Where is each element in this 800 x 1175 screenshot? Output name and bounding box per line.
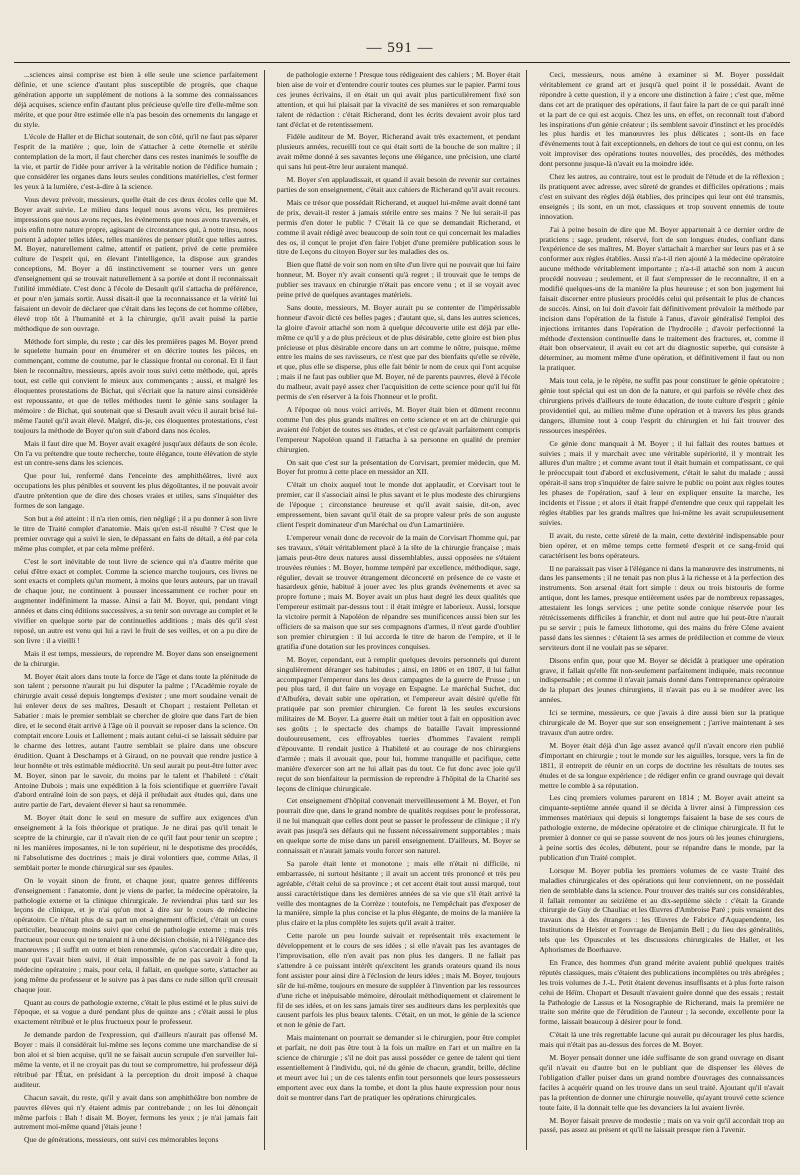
- paragraph: M. Boyer, cependant, eut à remplir quelques devoirs personnels qui durent singulièrement déranger ses habitudes ; ainsi, en 1806 et en 1807, il lui fallut accompagner l'empereur dans les deux campagnes de la guerre de Prusse ; un peu plus tard, il dut faire un voyage en Espagne. Le maréchal Suchet, duc d'Albuféra, devait subir une opération, et l'empereur avait désiré qu'elle fût pratiquée par son premier chirurgien. Ce furent là les seules excursions militaires de M. Boyer. La guerre était un métier tout à fait en opposition avec ses goûts ; le spectacle des champs de bataille l'avait impressionné douloureusement, ces effroyables tueries d'hommes l'avaient rempli d'épouvante. Il rendait justice à l'habileté et au courage de nos chirurgiens d'armée ; mais il avouait que, pour lui, homme tranquille et pacifique, cette manière d'exercer son art ne lui allait pas du tout. Ce fut donc avec joie qu'il reçut de son bienfaiteur la permission de reprendre à l'hôpital de la Charité ses leçons de clinique chirurgicale.: [276, 654, 521, 793]
- paragraph: Mais il est temps, messieurs, de reprendre M. Boyer dans son enseignement de la chirurgie.: [14, 648, 258, 668]
- paragraph: Que de générations, messieurs, ont suivi ces mémorables leçons: [24, 1135, 219, 1145]
- page-number: — 591 —: [366, 40, 434, 56]
- paragraph: Que pour lui, renfermé dans l'enceinte des amphithéâtres, livré aux occupations les plus pénibles et souvent les plus dégoûtantes, il ne pouvait avoir d'autre prétention que de dire des choses vraies et utiles, sans s'inquiéter des formes de son langage.: [14, 471, 258, 511]
- paragraph: Cet enseignement d'hôpital convenait merveilleusement à M. Boyer, et l'on pourrait dire que, dans le grand nombre de qualités requises pour le professorat, il ne lui manquait que celles dont peut se passer le professeur de clinique ; il n'y avait pas jusqu'à ses défauts qui ne fussent nécessairement supportables ; mais en quelque sorte de mise dans un pareil enseignement. D'ailleurs, M. Boyer se connaissait et n'aurait jamais voulu forcer son naturel.: [276, 796, 521, 855]
- paragraph: Mais maintenant on pourrait se demander si le chirurgien, pour être complet et parfait, ne doit pas être tout à la fois un maître en l'art et un maître en la science de chirurgie ; s'il ne doit pas aussi posséder ce genre de talent qui tient essentiellement à l'individu, qui, né du génie de chacun, grandit, brille, décline et meurt avec lui ; un de ces talents enfin tout personnels que leurs possesseurs emportent avec eux dans la tombe, et dont la plus haute expression pour nous doit se montrer dans l'art de pratiquer les opérations chirurgicales.: [276, 1033, 521, 1102]
- paragraph: Vous devez prévoir, messieurs, quelle était de ces deux écoles celle que M. Boyer avait suivie. Le milieu dans lequel nous avons vécu, les premières impressions que nous avons reçues, les événements que nous avons traversés, et puis enfin notre nature propre, agissant de circonstances qui, à notre insu, nous portent à adopter telles idées, telles manières de penser plutôt que telles autres. M. Boyer, naturellement calme, attentif et patient, privé de cette première culture de l'esprit qui, en élevant l'intelligence, la dispose aux grandes conceptions, M. Boyer a dû instinctivement se tourner vers un genre d'enseignement qui se trouvait naturellement à sa portée et dont il reconnaissait l'utilité immédiate. C'est donc à l'école de Desault qu'il s'attacha de préférence, et pour n'en jamais sortir. Aussi disait-il que la reconnaissance et la vérité lui faisaient un devoir de déclarer que c'était dans les leçons de cet homme célèbre, élevé trop tôt à l'humanité et à la chirurgie, qu'il avait puisé la partie méthodique de son ouvrage.: [14, 194, 258, 333]
- paragraph: M. Boyer était déjà d'un âge assez avancé qu'il n'avait encore rien publié d'important en chirurgie ; tout le monde sur les aiguilles, lorsque, vers la fin de 1811, il entreprit de réunir en un corps de doctrine les résultats de toutes ses études et de sa longue expérience ; de rédiger enfin ce grand ouvrage qui devait mettre le comble à sa réputation.: [539, 740, 784, 790]
- paragraph: Il ne paraissait pas viser à l'élégance ni dans la manœuvre des instruments, ni dans les pansements ; il ne tenait pas non plus à la richesse et à la perfection des instruments. Son arsenal était fort simple : deux ou trois bistouris de forme antique, dont les lames, presque entièrement usées par de nombreux repassages, attestaient les longs services ; une petite sonde conique réservée pour les rétrécissements difficiles à franchir, et dont nul autre que lui peut-être n'aurait pu se servir ; puis le fameux lithotome, qui des mains du frère Côme avaient passé dans les siennes : c'étaient là ses armes de prédilection et comme de vieux serviteurs dont il ne voulait pas se séparer.: [539, 563, 784, 652]
- paragraph: C'était un choix auquel tout le monde dut applaudir, et Corvisart tout le premier, car il s'associait ainsi le plus savant et le plus modeste des chirurgiens de l'époque ; circonstance heureuse et qu'il avait saisie, dit-on, avec empressement, bien savant qu'il était de sa propre valeur près de son auguste client l'esprit dominateur d'un Maréchal ou d'un Lamartinière.: [276, 480, 521, 529]
- paragraph: Cette parole un peu lourde suivait et représentait très exactement le développement et le cours de ses idées ; si elle n'avait pas les avantages de l'improvisation, elle n'en avait pas non plus les dangers. Il ne fallait pas s'attendre à ce puissant intérêt qu'excitent les grands orateurs quand ils nous font assister pour ainsi dire à l'éclosion de leurs idées ; mais M. Boyer, toujours sûr de lui-même, toujours en mesure de suppléer à l'invention par les ressources d'une riche et inépuisable mémoire, déroulait méthodiquement et clairement le fil de ses idées, et on les sans jamais tirer ses auditeurs dans les perplexités que causent parfois les plus beaux talents. C'était, en un mot, le génie de la science et non le génie de l'art.: [276, 931, 521, 1030]
- paragraph: Disons enfin que, pour que M. Boyer se décidât à pratiquer une opération grave, il fallait qu'elle fût non-seulement parfaitement indiquée, mais reconnue indispensable ; et comme il n'avait jamais donné dans l'entreprenance opératoire de la plupart des jeunes chirurgiens, il n'avait pas eu à se modérer avec les années.: [539, 655, 784, 705]
- paragraph: Son but a été atteint : il n'a rien omis, rien négligé ; il a pu donner à son livre le titre de Traité complet d'anatomie. Mais qu'en est-il résulté ? C'est que le premier ouvrage qui a suivi le sien, le dépassant en faits de détail, a été par cela même plus complet, et par cela même préféré.: [14, 513, 258, 553]
- paragraph: Mais il faut dire que M. Boyer avait exagéré jusqu'aux défauts de son école. On l'a vu prétendre que toute recherche, toute élégance, toute élévation de style est un contre-sens dans les sciences.: [14, 438, 258, 468]
- paragraph: M. Boyer était alors dans toute la force de l'âge et dans toute la plénitude de son talent ; personne n'aurait pu lui disputer la palme ; l'Académie royale de chirurgie avait cessé depuis longtemps d'exister ; une mort soudaine venait de lui enlever deux de ses maîtres, Desault et Chopart ; restaient Pelletan et Sabatier : mais le premier semblait se chercher de gloire que dans l'art de bien dire, et le second était arrivé à l'âge où il pouvait se reposer dans la science. On comptait encore Louis et Lallement ; mais autant celui-ci se laissait séduire par le charme des lettres, autant l'autre semblait se plaire dans une obscure érudition. Quant à Deschamps et à Giraud, on ne pouvait que rendre justice à leur honnête et très estimable médiocrité. Un seul aurait pu peut-être lutter avec M. Boyer, sinon par le savoir, du moins par le talent et l'habileté : c'était Antoine Dubois ; mais une expédition à la fois scientifique et guerrière l'avait d'abord entraîné loin de son pays, et déjà il préludait aux études qui, dans une autre partie de l'art, devaient élever si haut sa renommée.: [14, 671, 258, 810]
- paragraph: Bien que flatté de voir son nom en tête d'un livre qui ne pouvait que lui faire honneur, M. Boyer n'y avait consenti qu'à regret ; il trouvait que le temps de publier ses travaux en chirurgie n'était pas encore venu ; et il se voyait avec peine privé de quelques avantages matériels.: [276, 260, 521, 300]
- paragraph: Mais tout cela, je le répète, ne suffit pas pour constituer le génie opératoire ; génie tout spécial qui est un don de la nature, et qui parfois se révèle chez des chirurgiens privés d'ailleurs de toute éducation, de toute culture d'esprit ; génie providentiel qui, au milieu même d'une opération et à travers les plus grands dangers, illumine tout à coup l'esprit du chirurgien et lui fait trouver des ressources inespérées.: [539, 376, 784, 435]
- paragraph: En France, des hommes d'un grand mérite avaient publié quelques traités réputés classiques, mais c'étaient des publications incomplètes ou très abrégées ; les trois volumes de J.-L. Petit étaient devenus insuffisants et à plus forte raison celui de Héïm. Chopart et Desault n'avaient guère donné que des essais ; restait la Pathologie de Lassus et la Nosographie de Richerand, mais la première ne traite son mérite que de l'érudition de l'auteur ; la seconde, excellente pour la forme, laissait beaucoup à désirer pour le fond.: [539, 957, 784, 1027]
- paragraph: C'est le sort inévitable de tout livre de science qui n'a d'autre mérite que celui d'être exact et complet. Comme la science marche toujours, ces livres ne sont exacts et complets qu'un moment, à moins que leurs auteurs, par un travail de chaque jour, ne continuent à pousser incessamment ce rocher pour en augmenter indéfiniment la masse. Ainsi a fait M. Boyer, qui, pendant vingt années et dans cinq éditions successives, a su tenir son ouvrage au complet et le vivifier en quelque sorte par de continuelles additions ; mais dès qu'il s'est reposé, un autre est venu qui lui a ravi le fruit de ses veilles, et on a pu dire de son livre : il a vieilli !: [14, 556, 258, 645]
- paragraph: M. Boyer faisait preuve de modestie ; mais on va voir qu'il accordait trop au passé, pas assez au présent et qu'il ne laissait presque rien à l'avenir.: [539, 1115, 784, 1135]
- paragraph: Ceci, messieurs, nous amène à examiner si M. Boyer possédait véritablement ce grand art et jusqu'à quel point il le possédait. Avant de répondre à cette question, il y a encore une distinction à faire ; c'est que, même dans cet art de pratiquer des opérations, il faut faire la part de ce qui paraît inné et la part de ce qui est acquis. Chez les uns, en effet, on reconnaît tout d'abord les inspirations d'un génie créateur ; ils semblent savoir d'instinct et les procédés les plus hardis et les manœuvres les plus délicates ; sont-ils en face d'événements tout à fait exceptionnels, en dehors de tout ce qui est connu, on les voit improviser des opérations toutes nouvelles, des procédés, des méthodes dont personne jusque-là n'avait eu la moindre idée.: [539, 70, 784, 169]
- paragraph: Ce génie donc manquait à M. Boyer ; il lui fallait des routes battues et suivies ; mais il y marchait avec une véritable supériorité, il y montrait les allures d'un maître ; et comme avant tout il était humain et compatissant, ce qui le préoccupait tout d'abord et exclusivement, c'était le salut du malade ; aussi opérait-il sans trop s'inquiéter de faire suivre le public ou point aux règles toutes les phases de l'opération, sauf à leur en expliquer ensuite la marche, les incidents et l'issue ; et alors il était frappé d'entendre que ceux qui rappelait les règles établies par les grands maîtres que lui-même les avait scrupuleusement suivies.: [539, 438, 784, 527]
- column-middle: [277, 70, 528, 1150]
- paragraph: C'était là une très regrettable lacune qui aurait pu décourager les plus hardis, mais qui n'était pas au-dessus des forces de M. Boyer.: [539, 1030, 784, 1050]
- paragraph: On sait que c'est sur la présentation de Corvisart, premier médecin, que M. Boyer fut promu à cette place en messidor an XII.: [276, 457, 521, 477]
- paragraph: Mais ce trésor que possédait Richerand, et auquel lui-même avait donné tant de prix, devait-il rester à jamais stérile entre ses mains ? Ne lui serait-il pas permis d'en doter le public ? C'était là ce que se demandait Richerand, et comme il avait rédigé avec beaucoup de soin tout ce qui concernait les maladies des os, il conçut le projet d'en faire l'objet d'une première publication sous le titre de Leçons du citoyen Boyer sur les maladies des os.: [276, 197, 521, 257]
- paragraph: Méthode fort simple, du reste ; car dès les premières pages M. Boyer prend le squelette humain pour en énumérer et en décrire toutes les pièces, en commençant, comme de coutume, par le classique frontal ou coronal. Et il faut bien le reconnaître, messieurs, après avoir tous suivi cette méthode, qui, après tout, est celle qui convient le mieux aux commençants ; aussi, et malgré les éloquentes protestations de Bichat, qui s'écriait que la nature ainsi considérée est repoussante, et que de telles méthodes tuent le génie sans soulager la mémoire : de Bichat, qui soutenait que si Desault avait vécu il aurait brisé lui-même l'autel qu'il avait élevé. Malgré, dis-je, ces éloquentes protestations, c'est toujours la méthode de Boyer qu'on suit d'abord dans nos écoles.: [14, 336, 258, 435]
- paragraph: Chez les autres, au contraire, tout est le produit de l'étude et de la réflexion ; ils pratiquent avec adresse, avec sûreté de grandes et difficiles opérations ; mais c'est en suivant des règles déjà établies, des principes qui leur ont été transmis, enseignés ; ils sont, en un mot, classiques et trop souvent ennemis de toute innovation.: [539, 172, 784, 221]
- paragraph: ...sciences ainsi comprise est bien à elle seule une science parfaitement définie, et une science d'autant plus susceptible de progrès, que chaque génération apporte un supplément de notions à la somme des connaissances déjà acquises, science enfin d'autant plus précieuse qu'elle tire d'elle-même son mérite, et que pour être estimée elle n'a pas besoin des ornements du langage et du style.: [14, 70, 258, 129]
- paragraph: L'empereur venait donc de recevoir de la main de Corvisart l'homme qui, par ses travaux, s'était véritablement placé à la tête de la chirurgie française ; mais jamais peut-être deux natures aussi dissemblables, aussi opposées ne s'étaient trouvées réunies : M. Boyer, homme tempéré par excellence, méthodique, sage, régulier, devait se trouver étrangement déconcerté en présence de ce vaste et hasardeux génie, habitué à jouer avec les plus grands événements et avec sa propre fortune ; mais M. Boyer avait un plus haut degré les deux qualités que l'empereur estimait par-dessus tout : il était intègre et laborieux. Aussi, lorsque la victoire permit à Napoléon de répandre ses munificences aussi bien sur les officiers de sa maison que sur ses compagnons d'armes, il n'eut garde d'oublier son premier chirurgien : il lui accorda le titre de baron de l'empire, et il le gratifia d'une dotation sur les provinces conquises.: [276, 532, 521, 651]
- paragraph: On le voyait sinon de front, et chaque jour, quatre genres différents d'enseignement : l'anatomie, dont je viens de parler, la médecine opératoire, la pathologie externe et la clinique chirurgicale. Je reviendrai plus tard sur les leçons de clinique, et je n'ai qu'un mot à dire sur le cours de médecine opératoire. Ce n'était plus de sa part un enseignement officiel, c'était un cours particulier, beaucoup moins suivi que celui de pathologie externe ; mais très fructueux pour ceux qui ne tenaient ni à une décision choisie, ni à l'élégance des manœuvres ; il suffit en outre et bien renommée, qu'on s'accordait à dire que, pour qui l'avait bien suivi, il était impossible de ne pas savoir à fond la médecine opératoire ; mais, pour cela, il fallait, en quelque sorte, s'attacher au jong même du professeur et le suivre pas à pas dans ce rude sillon qu'il creusait chaque jour.: [14, 875, 258, 994]
- paragraph: L'école de Haller et de Bichat soutenait, de son côté, qu'il ne faut pas séparer l'esprit de la matière ; que, loin de s'attacher à cette éternelle et stérile contemplation de la mort, il faut chercher dans ces restes inanimés le souffle de la vie, et partir de l'idée pour arriver à la véritable notion de l'édifice humain ; que considérer les organes dans leurs seules conditions matérielles, c'est fermer les yeux à la lumière, c'est-à-dire à la science.: [14, 132, 258, 191]
- text-columns: [14, 70, 790, 1150]
- paragraph: M. Boyer s'en applaudissait, et quand il avait besoin de revenir sur certaines parties de son enseignement, c'était aux cahiers de Richerand qu'il avait recours.: [276, 175, 521, 194]
- header-rule: [14, 62, 790, 63]
- paragraph: Il avait, du reste, cette sûreté de la main, cette dextérité indispensable pour bien opérer, et en même temps cette fermeté d'esprit et ce sang-froid qui caractérisent les bons opérateurs.: [539, 530, 784, 560]
- paragraph: A l'époque où nous voici arrivés, M. Boyer était bien et dûment reconnu comme l'un des plus grands maîtres en cette science et en art de chirurgie qui avaient été l'objet de toutes ses études, et c'est ce qu'avait parfaitement compris l'empereur Napoléon quand il l'attacha à sa personne en qualité de premier chirurgien.: [276, 405, 521, 454]
- paragraph: Les cinq premiers volumes parurent en 1814 ; M. Boyer avait atteint sa cinquante-septième année quand il se décida à livrer ainsi à l'impression ces immenses matériaux qui depuis si longtemps faisaient la base de ses cours de pathologie externe, de médecine opératoire et de clinique chirurgicale. Il fut le premier à donner ce qui se passe souvent de nos jours où les jeunes chirurgiens, à peine sortis des écoles, débutent, pour se répandre dans le monde, par la publication d'un Traité complet.: [539, 793, 784, 862]
- paragraph: Quant au cours de pathologie externe, c'était le plus estimé et le plus suivi de l'époque, et sa vogue a duré pendant plus de quinze ans ; c'était aussi le plus exactement rétribué et le plus fructueux pour le professeur.: [14, 997, 258, 1027]
- paragraph: Lorsque M. Boyer publia les premiers volumes de ce vaste Traité des maladies chirurgicales et des opérations qui leur conviennent, on ne possédait rien de semblable dans la science. Pour trouver des traités sur ces considérables, il fallait remonter au seizième et au dix-septième siècle : c'était la Grande chirurgie de Guy de Chauliac et les Œuvres d'Ambroise Paré ; puis venaient des travaux dus à des étrangers : les Œuvres de Fabrice d'Aquapendente, les Institutions de Heister et l'ouvrage de Benjamin Bell ; du lieu des généralités, tels que les Opuscules et les discussions chirurgicales de Haller, et les Aphorismes de Boerhaave.: [539, 865, 784, 955]
- paragraph: Fidèle auditeur de M. Boyer, Richerand avait très exactement, et pendant plusieurs années, recueilli tout ce qui était sorti de la bouche de son maître ; il avait même donné à ses savantes leçons une élégance, une précision, une clarté qui sans lui peut-être leur auraient manqué.: [276, 132, 521, 172]
- paragraph: J'ai à peine besoin de dire que M. Boyer appartenait à ce dernier ordre de praticiens ; sage, prudent, réservé, fort de son longues études, confiant dans l'expérience de ses maîtres, M. Boyer s'attachait à marcher sur leurs pas et à se conformer aux règles établies. Aussi n'a-t-il rien ajouté à la médecine opératoire aucune méthode véritablement importante ; n'a-t-il attaché son nom à aucun procédé nouveau ; seulement, et il faut s'empresser de le reconnaître, il en a modifié quelques-uns de la manière la plus heureuse ; et son bon jugement lui faisait discerner entre plusieurs procédés celui qui présentait le plus de chances de succès. Ainsi, on lui doit d'avoir fait définitivement prévaloir la méthode par incision dans l'opération de la fistule à l'anus, d'avoir généralisé l'emploi des injections irritantes dans l'opération de l'hydrocèle ; d'avoir perfectionné la méthode d'extension continuelle dans le traitement des fractures, et, comme il était bon observateur, il avait eu cet art du diagnostic superbe, qui consiste à déterminer, au moment même d'une opération, et définitivement il faut ou non la pratiquer.: [539, 224, 784, 373]
- column-left: [14, 70, 265, 1150]
- paragraph: Chacun savait, du reste, qu'il y avait dans son amphithéâtre bon nombre de pauvres élèves qui n'y étaient admis par contrebande ; on les lui dénonçait même parfois : Bah ! disait M. Boyer, fermons les yeux ; je n'ai jamais fait autrement moi-même quand j'étais jeune !: [14, 1092, 258, 1132]
- paragraph: Sa parole était lente et monotone ; mais elle n'était ni difficile, ni embarrassée, ni surtout hésitante ; il avait un accent très prononcé et très peu agréable, c'était celui de sa province ; et cet accent était tout aussi marqué, tout aussi caractéristique dans les dernières années de sa vie que s'il était arrivé la veille des montagnes de la Corrèze : toutefois, ne l'empêchait pas d'exposer de la manière, simple la plus concise et la plus élégante, de moins de la manière la plus claire et la plus complète les sujets qu'il avait à traiter.: [276, 858, 521, 928]
- paragraph: M. Boyer pensait donner une idée suffisante de son grand ouvrage en disant qu'il n'avait eu d'autre but en le publiant que de dispenser les élèves de l'obligation d'aller puiser dans un grand nombre d'ouvrages des connaissances faciles à acquérir quand on les trouve dans un seul traité. Ajoutant qu'il n'avait pas la prétention de donner une chirurgie nouvelle, qu'ayant trouvé cette science toute faite, il la donnait telle que les devanciers la lui avaient livrée.: [539, 1053, 784, 1112]
- paragraph: Sans doute, messieurs, M. Boyer aurait pu se contenter de l'impérissable honneur d'avoir dicté ces belles pages ; d'autant que, si, dans les autres sciences, la gloire d'avoir attaché son nom à quelque découverte utile est déjà par elle-même ce qu'il y a de plus précieux et de plus désirable, cette gloire est bien plus précieuse et plus désirable encore dans un art comme le nôtre, puisque, même entre les mains de ses ravisseurs, ce n'est que par des bienfaits qu'elle se révèle, et que, plus elle se disperse, plus elle fait bénir le nom de ceux qui l'ont acquise ; mais il ne faut pas oublier que M. Boyer, né de parents pauvres, élevé à l'école du malheur, avait payé assez cher l'acquisition de cette science pour qu'il lui fût permis de s'en réserver à la fois l'honneur et le profit.: [276, 302, 521, 402]
- paragraph: Je demande pardon de l'expression, qui d'ailleurs n'aurait pas offensé M. Boyer : mais il considérait lui-même ses leçons comme une marchandise de si bon aloi et si bien acquise, qu'il ne se faisait aucun scrupule d'en surveiller lui-même la vente, et il ne croyait pas du tout se compromettre, lui professeur déjà rétribué par l'État, en présidant à la perception du droit imposé à chaque auditeur.: [14, 1030, 258, 1089]
- paragraph: Ici se termine, messieurs, ce que j'avais à dire aussi bien sur la pratique chirurgicale de M. Boyer que sur son enseignement ; j'arrive maintenant à ses travaux d'un autre ordre.: [539, 708, 784, 737]
- paragraph: de pathologie externe ! Presque tous rédigeaient des cahiers ; M. Boyer était bien aise de voir et d'entendre courir toutes ces plumes sur le papier. Parmi tous ces jeunes écrivains, il en était un qui avait plus particulièrement fixé son attention, et qui lui plaisait par la vivacité de ses manières et son remarquable talent de rédaction : c'était Richerand, dont les écrits devaient avoir plus tard tant d'éclat et de retentissement.: [276, 70, 521, 129]
- column-right: [539, 70, 790, 1150]
- paragraph: M. Boyer était donc le seul en mesure de suffire aux exigences d'un enseignement à la fois théorique et pratique. Je ne dirai pas qu'il tenait le sceptre de la chirurgie, car il n'avait rien de ce qu'il faut pour tenir un sceptre ; ni les manières imposantes, ni le ton supérieur, ni le despotisme des procédés, ni l'absolutisme des doctrines ; mais je dirai volontiers que, comme Atlas, il semblait porter le monde chirurgical sur ses épaules.: [14, 813, 258, 872]
